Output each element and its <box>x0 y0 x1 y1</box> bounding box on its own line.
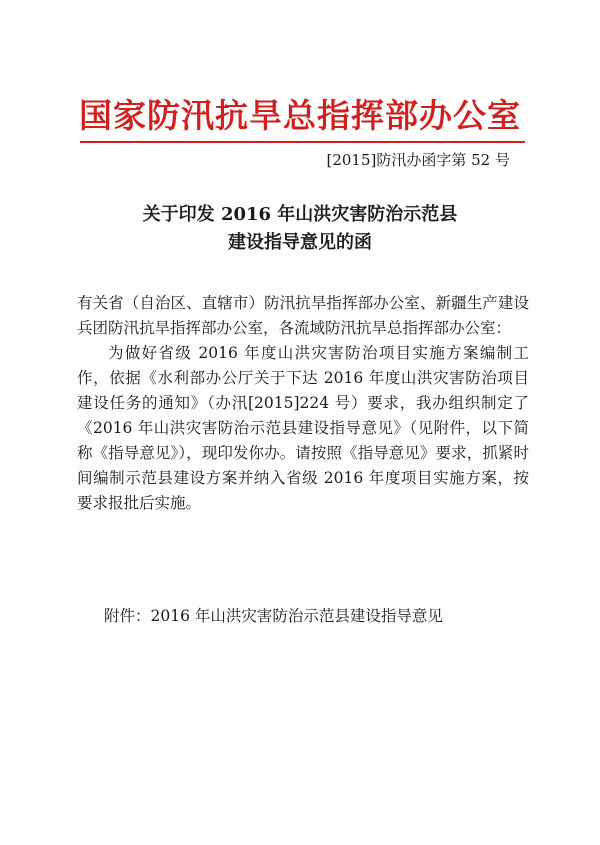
salutation: 有关省（自治区、直辖市）防汛抗旱指挥部办公室、新疆生产建设兵团防汛抗旱指挥部办公室，各流域防汛抗旱总指挥部办公室： <box>77 294 529 337</box>
document-subject <box>0 201 600 257</box>
document-number: [2015]防汛办函字第 52 号 <box>326 151 510 169</box>
subject-line-2: 建设指导意见的函 <box>228 232 372 253</box>
red-divider-line <box>80 141 525 143</box>
attachment-line: 附件：2016 年山洪灾害防治示范县建设指导意见 <box>104 607 443 625</box>
document-body <box>77 291 529 516</box>
subject-line-1: 关于印发 2016 年山洪灾害防治示范县 <box>142 204 458 225</box>
main-paragraph: 为做好省级 2016 年度山洪灾害防治项目实施方案编制工作，依据《水利部办公厅关于下达 2016 年度山洪灾害防治项目建设任务的通知》（办汛[2015]224 号）要求，我办组织制定了《2016 年山洪灾害防治示范县建设指导意见》（见附件，以下简称《指导意见》），现印发你办。请按照《指导意见》要求，抓紧时间编制示范县建设方案并纳入省级 2016 年度项目实施方案，按要求报批后实施。 <box>77 344 529 512</box>
issuing-organization-title: 国家防汛抗旱总指挥部办公室 <box>79 96 521 135</box>
